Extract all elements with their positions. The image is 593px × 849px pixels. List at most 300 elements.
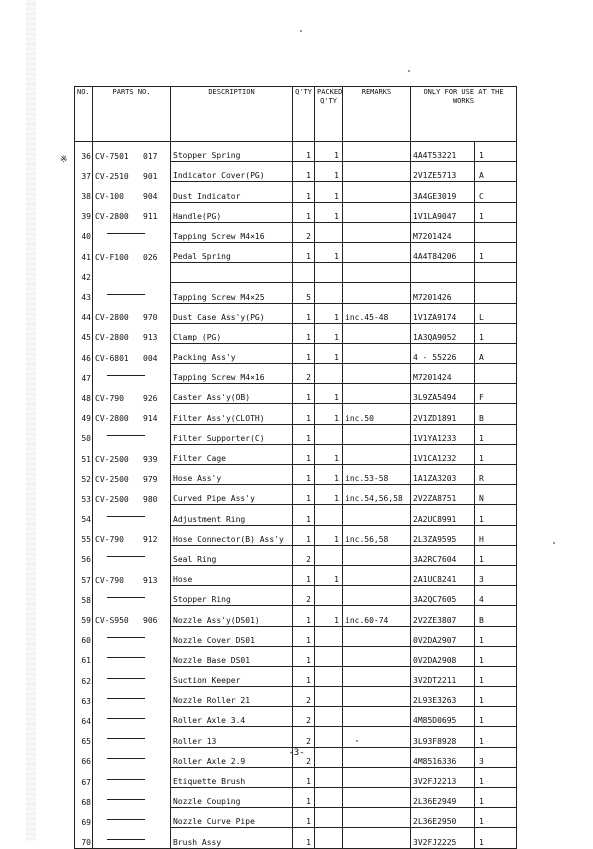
cell-qty: 1 [293, 202, 315, 222]
parts-model: CV-100 [95, 192, 124, 202]
cell-packed: 1 [315, 565, 343, 585]
cell-qty: 2 [293, 707, 315, 727]
cell-qty: 1 [293, 162, 315, 182]
cell-qty: 2 [293, 747, 315, 767]
cell-works: 3L93F8928 [411, 727, 475, 747]
parts-sub-number: 906 [143, 616, 158, 625]
cell-code: 1 [475, 202, 517, 222]
cell-remarks [343, 687, 411, 707]
cell-desc: Nozzle Couping [171, 788, 293, 808]
cell-remarks [343, 242, 411, 262]
cell-code: 1 [475, 142, 517, 162]
cell-parts-no [93, 404, 171, 424]
cell-code: 1 [475, 242, 517, 262]
same-as-above-dash [107, 294, 145, 295]
cell-code: A [475, 343, 517, 363]
cell-works: 3A4GE3019 [411, 182, 475, 202]
cell-no: 55 [75, 525, 93, 545]
cell-parts-no [93, 283, 171, 303]
cell-works: 2L36E2949 [411, 788, 475, 808]
cell-no: 39 [75, 202, 93, 222]
cell-works: 0V2DA2908 [411, 646, 475, 666]
cell-desc: Roller Axle 3.4 [171, 707, 293, 727]
cell-works: 2L93E3263 [411, 687, 475, 707]
same-as-above-dash [107, 597, 145, 598]
cell-remarks [343, 788, 411, 808]
cell-packed [315, 626, 343, 646]
cell-remarks [343, 202, 411, 222]
cell-no: 49 [75, 404, 93, 424]
parts-sub-number: 939 [143, 454, 158, 464]
cell-parts-no [93, 707, 171, 727]
scan-edge-shading [26, 0, 36, 841]
cell-desc: Filter Ass'y(CLOTH) [171, 404, 293, 424]
cell-packed [315, 364, 343, 384]
parts-model: CV-790 [95, 575, 124, 585]
cell-works: 2V1ZD1891 [411, 404, 475, 424]
parts-model: CV-2500 [95, 454, 129, 464]
cell-code: 1 [475, 626, 517, 646]
same-as-above-dash [107, 839, 145, 840]
table-row [75, 727, 517, 747]
cell-remarks [343, 444, 411, 464]
cell-works: 2L36E2950 [411, 808, 475, 828]
parts-sub-number: 914 [143, 414, 158, 424]
cell-code [475, 283, 517, 303]
cell-no: 69 [75, 808, 93, 828]
table-row [75, 485, 517, 505]
cell-parts-no [93, 586, 171, 606]
cell-parts-no [93, 424, 171, 444]
table-row [75, 384, 517, 404]
cell-no: 45 [75, 323, 93, 343]
cell-qty: 2 [293, 364, 315, 384]
table-header-row [75, 87, 517, 142]
cell-packed [315, 727, 343, 747]
cell-parts-no [93, 687, 171, 707]
cell-desc: Nozzle Cover DS01 [171, 626, 293, 646]
cell-packed [315, 283, 343, 303]
parts-model: CV-2500 [95, 474, 129, 484]
parts-model: CV-2800 [95, 212, 129, 222]
cell-parts-no [93, 808, 171, 828]
cell-no: 41 [75, 242, 93, 262]
scan-speck [300, 30, 302, 32]
same-as-above-dash [107, 233, 145, 234]
cell-no: 57 [75, 565, 93, 585]
table-row [75, 586, 517, 606]
cell-parts-no [93, 364, 171, 384]
cell-code: 1 [475, 323, 517, 343]
cell-desc: Nozzle Curve Pipe [171, 808, 293, 828]
cell-desc: Dust Case Ass'y(PG) [171, 303, 293, 323]
cell-no: 40 [75, 222, 93, 242]
same-as-above-dash [107, 819, 145, 820]
cell-code: 1 [475, 808, 517, 828]
cell-qty: 1 [293, 767, 315, 787]
cell-no: 68 [75, 788, 93, 808]
same-as-above-dash [107, 637, 145, 638]
cell-desc: Seal Ring [171, 545, 293, 565]
cell-no: 59 [75, 606, 93, 626]
table-row [75, 162, 517, 182]
parts-sub-number: 912 [143, 535, 158, 545]
table-row [75, 364, 517, 384]
cell-parts-no [93, 828, 171, 848]
cell-parts-no [93, 162, 171, 182]
cell-works: 4M85D0695 [411, 707, 475, 727]
cell-works: 2A2UC8991 [411, 505, 475, 525]
cell-packed: 1 [315, 182, 343, 202]
cell-parts-no [93, 444, 171, 464]
cell-remarks [343, 586, 411, 606]
cell-packed: 1 [315, 343, 343, 363]
cell-no: 51 [75, 444, 93, 464]
table-row [75, 687, 517, 707]
table-row [75, 666, 517, 686]
cell-remarks [343, 323, 411, 343]
cell-qty: 1 [293, 485, 315, 505]
cell-code: 1 [475, 788, 517, 808]
same-as-above-dash [107, 698, 145, 699]
table-row [75, 424, 517, 444]
cell-remarks [343, 364, 411, 384]
parts-model: CV-790 [95, 393, 124, 403]
cell-packed [315, 424, 343, 444]
cell-works: 2L3ZA9595 [411, 525, 475, 545]
cell-no: 66 [75, 747, 93, 767]
cell-packed [315, 687, 343, 707]
cell-no: 60 [75, 626, 93, 646]
cell-packed [315, 707, 343, 727]
cell-remarks: inc.50 [343, 404, 411, 424]
cell-no: 53 [75, 485, 93, 505]
cell-qty: 1 [293, 646, 315, 666]
cell-works: 1V1LA9047 [411, 202, 475, 222]
cell-remarks [343, 545, 411, 565]
cell-works: 0V2DA2907 [411, 626, 475, 646]
cell-packed [315, 222, 343, 242]
cell-code: 1 [475, 707, 517, 727]
cell-no: 50 [75, 424, 93, 444]
table-row [75, 545, 517, 565]
scan-speck [408, 70, 410, 72]
table-row [75, 505, 517, 525]
parts-model: CV-2800 [95, 333, 129, 343]
cell-code: 1 [475, 687, 517, 707]
cell-no: 67 [75, 767, 93, 787]
same-as-above-dash [107, 435, 145, 436]
cell-packed: 1 [315, 162, 343, 182]
cell-packed: 1 [315, 485, 343, 505]
cell-desc: Tapping Screw M4×25 [171, 283, 293, 303]
cell-qty: 1 [293, 424, 315, 444]
header-description: DESCRIPTION [171, 87, 293, 142]
cell-code: N [475, 485, 517, 505]
cell-remarks: inc.54,56,58 [343, 485, 411, 505]
parts-model: CV-S950 [95, 616, 129, 625]
cell-remarks: inc.60-74 [343, 606, 411, 626]
cell-desc: Nozzle Roller 21 [171, 687, 293, 707]
cell-desc: Nozzle Base DS01 [171, 646, 293, 666]
cell-desc: Suction Keeper [171, 666, 293, 686]
cell-parts-no [93, 384, 171, 404]
cell-works: 1A3QA9052 [411, 323, 475, 343]
table-row [75, 788, 517, 808]
parts-sub-number: 911 [143, 212, 158, 222]
cell-parts-no [93, 465, 171, 485]
cell-qty: 1 [293, 505, 315, 525]
cell-works: 1V1ZA9174 [411, 303, 475, 323]
cell-code: C [475, 182, 517, 202]
cell-remarks [343, 707, 411, 727]
cell-remarks: inc.56,58 [343, 525, 411, 545]
cell-packed: 1 [315, 525, 343, 545]
cell-code: 1 [475, 646, 517, 666]
cell-desc: Pedal Spring [171, 242, 293, 262]
cell-no: 63 [75, 687, 93, 707]
cell-remarks [343, 565, 411, 585]
cell-packed [315, 586, 343, 606]
cell-no: 48 [75, 384, 93, 404]
cell-qty: 5 [293, 283, 315, 303]
cell-no: 64 [75, 707, 93, 727]
cell-qty: 1 [293, 404, 315, 424]
same-as-above-dash [107, 799, 145, 800]
cell-parts-no [93, 505, 171, 525]
cell-no: 42 [75, 263, 93, 283]
cell-works: 4 - 55226 [411, 343, 475, 363]
cell-no: 43 [75, 283, 93, 303]
cell-works: 2V2ZE3807 [411, 606, 475, 626]
cell-desc: Filter Supporter(C) [171, 424, 293, 444]
table-row [75, 606, 517, 626]
table-row [75, 222, 517, 242]
cell-qty: 2 [293, 222, 315, 242]
cell-no: 61 [75, 646, 93, 666]
cell-parts-no [93, 666, 171, 686]
cell-works: 4A4T84206 [411, 242, 475, 262]
cell-code: 1 [475, 828, 517, 848]
cell-qty: 2 [293, 545, 315, 565]
cell-remarks [343, 666, 411, 686]
cell-code: B [475, 404, 517, 424]
cell-desc: Brush Assy [171, 828, 293, 848]
cell-code: 3 [475, 565, 517, 585]
cell-works [411, 263, 475, 283]
cell-qty: 2 [293, 727, 315, 747]
parts-sub-number: 913 [143, 575, 158, 585]
cell-no: 54 [75, 505, 93, 525]
cell-desc: Stopper Ring [171, 586, 293, 606]
cell-works: 2V1ZE5713 [411, 162, 475, 182]
cell-qty: 1 [293, 384, 315, 404]
cell-qty: 1 [293, 465, 315, 485]
table-row [75, 343, 517, 363]
same-as-above-dash [107, 516, 145, 517]
cell-remarks [343, 424, 411, 444]
cell-works: 3V2FJ2213 [411, 767, 475, 787]
cell-works: 1V1YA1233 [411, 424, 475, 444]
header-packed-qty: PACKED Q'TY [315, 87, 343, 142]
parts-model: CV-F100 [95, 252, 129, 262]
cell-qty: 1 [293, 182, 315, 202]
cell-no: 47 [75, 364, 93, 384]
cell-code [475, 364, 517, 384]
table-row [75, 525, 517, 545]
cell-parts-no [93, 222, 171, 242]
cell-remarks [343, 727, 411, 747]
table-row [75, 323, 517, 343]
table-row [75, 808, 517, 828]
same-as-above-dash [107, 758, 145, 759]
table-row [75, 828, 517, 848]
cell-no: 46 [75, 343, 93, 363]
table-row [75, 626, 517, 646]
cell-code: 1 [475, 666, 517, 686]
cell-packed: 1 [315, 444, 343, 464]
same-as-above-dash [107, 678, 145, 679]
same-as-above-dash [107, 375, 145, 376]
cell-code: 1 [475, 767, 517, 787]
scan-speck [553, 542, 555, 544]
cell-packed [315, 788, 343, 808]
cell-code: F [475, 384, 517, 404]
cell-parts-no [93, 545, 171, 565]
cell-qty: 1 [293, 525, 315, 545]
cell-works: 1A1ZA3203 [411, 465, 475, 485]
parts-model: CV-2500 [95, 494, 129, 504]
cell-packed [315, 828, 343, 848]
cell-packed: 1 [315, 303, 343, 323]
cell-parts-no [93, 606, 171, 626]
margin-mark: ※ [60, 155, 68, 165]
cell-desc: Hose [171, 565, 293, 585]
parts-sub-number: 970 [143, 313, 158, 323]
parts-model: CV-2510 [95, 171, 129, 181]
cell-qty: 1 [293, 242, 315, 262]
cell-qty: 1 [293, 565, 315, 585]
cell-desc: Tapping Screw M4×16 [171, 364, 293, 384]
cell-no: 62 [75, 666, 93, 686]
parts-model: CV-7501 [95, 151, 129, 161]
cell-parts-no [93, 303, 171, 323]
parts-sub-number: 979 [143, 474, 158, 484]
cell-code: A [475, 162, 517, 182]
cell-parts-no [93, 727, 171, 747]
parts-sub-number: 026 [143, 252, 158, 262]
cell-qty: 1 [293, 323, 315, 343]
cell-qty: 2 [293, 687, 315, 707]
table-row [75, 444, 517, 464]
cell-works: 3A2QC7605 [411, 586, 475, 606]
table-row [75, 182, 517, 202]
cell-code: 1 [475, 444, 517, 464]
table-body [75, 142, 517, 849]
header-remarks: REMARKS [343, 87, 411, 142]
cell-code: L [475, 303, 517, 323]
cell-code: 1 [475, 545, 517, 565]
cell-desc: Tapping Screw M4×16 [171, 222, 293, 242]
cell-desc: Etiquette Brush [171, 767, 293, 787]
cell-packed [315, 666, 343, 686]
cell-remarks: inc.45-48 [343, 303, 411, 323]
cell-no: 70 [75, 828, 93, 848]
cell-remarks [343, 182, 411, 202]
cell-works: 2V2ZA8751 [411, 485, 475, 505]
cell-code [475, 263, 517, 283]
cell-parts-no [93, 788, 171, 808]
cell-code: B [475, 606, 517, 626]
cell-works: 2A1UC8241 [411, 565, 475, 585]
parts-sub-number: 004 [143, 353, 158, 363]
cell-code: 1 [475, 727, 517, 747]
cell-works: 3V2FJ2225 [411, 828, 475, 848]
parts-model: CV-2800 [95, 414, 129, 424]
cell-no: 52 [75, 465, 93, 485]
cell-desc: Hose Connector(B) Ass'y [171, 525, 293, 545]
cell-desc: Packing Ass'y [171, 343, 293, 363]
cell-remarks [343, 263, 411, 283]
cell-packed: 1 [315, 242, 343, 262]
cell-parts-no [93, 485, 171, 505]
cell-parts-no [93, 142, 171, 162]
cell-qty: 1 [293, 788, 315, 808]
cell-parts-no [93, 767, 171, 787]
cell-no: 37 [75, 162, 93, 182]
cell-code [475, 222, 517, 242]
parts-sub-number: 980 [143, 494, 158, 504]
cell-desc: Dust Indicator [171, 182, 293, 202]
same-as-above-dash [107, 738, 145, 739]
cell-parts-no [93, 323, 171, 343]
cell-qty: 1 [293, 828, 315, 848]
cell-packed [315, 263, 343, 283]
parts-model: CV-2800 [95, 313, 129, 323]
cell-packed [315, 646, 343, 666]
cell-parts-no [93, 202, 171, 222]
cell-works: 4M8516336 [411, 747, 475, 767]
cell-packed: 1 [315, 142, 343, 162]
cell-remarks [343, 808, 411, 828]
cell-code: H [475, 525, 517, 545]
cell-desc: Indicator Cover(PG) [171, 162, 293, 182]
cell-remarks [343, 626, 411, 646]
cell-desc: Curved Pipe Ass'y [171, 485, 293, 505]
cell-packed: 1 [315, 202, 343, 222]
cell-packed [315, 808, 343, 828]
cell-parts-no [93, 646, 171, 666]
same-as-above-dash [107, 718, 145, 719]
cell-parts-no [93, 263, 171, 283]
cell-no: 38 [75, 182, 93, 202]
cell-qty [293, 263, 315, 283]
cell-no: 56 [75, 545, 93, 565]
parts-model: CV-6801 [95, 353, 129, 363]
cell-qty: 1 [293, 606, 315, 626]
cell-qty: 1 [293, 626, 315, 646]
page-number: -3- [288, 748, 305, 758]
cell-parts-no [93, 242, 171, 262]
cell-packed [315, 545, 343, 565]
cell-works: M7201424 [411, 364, 475, 384]
cell-parts-no [93, 565, 171, 585]
cell-code: 1 [475, 424, 517, 444]
cell-packed: 1 [315, 404, 343, 424]
parts-sub-number: 926 [143, 393, 158, 403]
table-row [75, 263, 517, 283]
cell-qty: 1 [293, 142, 315, 162]
